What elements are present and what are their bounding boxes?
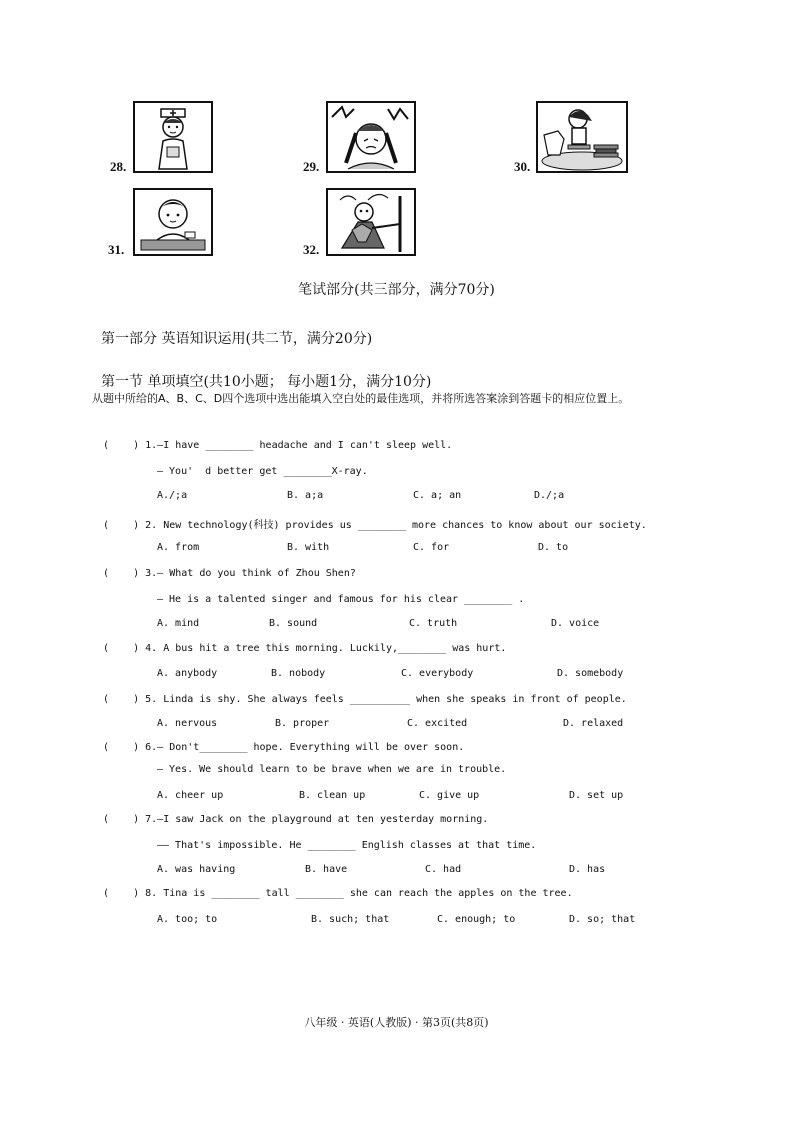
picture-number: 29.: [303, 159, 320, 174]
option-a[interactable]: A. too; to: [157, 914, 218, 925]
question-sub: — Yes. We should learn to be brave when we are in trouble.: [157, 764, 507, 775]
headache-picture-icon: [326, 101, 416, 173]
option-d[interactable]: D. somebody: [557, 668, 624, 679]
option-a[interactable]: A. was having: [157, 864, 236, 875]
question-stem: ( ) 8. Tina is ________ tall ________ she can reach the apples on the tree.: [103, 888, 573, 899]
option-a[interactable]: A. mind: [157, 618, 200, 629]
option-c[interactable]: C. enough; to: [437, 914, 516, 925]
option-b[interactable]: B. sound: [269, 618, 318, 629]
question-stem: ( ) 6.— Don't________ hope. Everything will be over soon.: [103, 742, 465, 753]
option-a[interactable]: A. cheer up: [157, 790, 224, 801]
option-c[interactable]: C. everybody: [401, 668, 474, 679]
part1-title: 第一部分 英语知识运用(共二节，满分20分): [101, 331, 373, 347]
option-b[interactable]: B. nobody: [271, 668, 326, 679]
option-c[interactable]: C. give up: [419, 790, 480, 801]
option-c[interactable]: C. had: [425, 864, 462, 875]
girl-ironing-picture-icon: [536, 101, 628, 173]
picture-number: 30.: [514, 159, 531, 174]
option-c[interactable]: C. for: [413, 542, 450, 553]
option-d[interactable]: D. relaxed: [563, 718, 624, 729]
option-d[interactable]: D. has: [569, 864, 606, 875]
written-part-title: 笔试部分(共三部分，满分70分): [298, 282, 495, 298]
boy-writing-picture-icon: [133, 188, 213, 256]
option-c[interactable]: C. excited: [407, 718, 468, 729]
question-sub: —— That's impossible. He ________ English classes at that time.: [157, 840, 537, 851]
option-d[interactable]: D. set up: [569, 790, 624, 801]
option-a[interactable]: A. nervous: [157, 718, 218, 729]
picture-number: 28.: [110, 159, 127, 174]
option-b[interactable]: B. clean up: [299, 790, 366, 801]
instruction-text: 从题中所给的A、B、C、D四个选项中选出能填入空白处的最佳选项，并将所选答案涂到答题卡的相应位置上。: [92, 392, 630, 405]
question-stem: ( ) 5. Linda is shy. She always feels __________ when she speaks in front of people.: [103, 694, 627, 705]
question-stem: ( ) 3.— What do you think of Zhou Shen?: [103, 568, 356, 579]
option-d[interactable]: D. voice: [551, 618, 600, 629]
section1-title: 第一节 单项填空(共10小题； 每小题1分，满分10分): [101, 374, 432, 390]
monkey-king-picture-icon: [326, 188, 416, 256]
option-c[interactable]: C. truth: [409, 618, 458, 629]
option-a[interactable]: A. anybody: [157, 668, 218, 679]
option-d[interactable]: D. to: [538, 542, 569, 553]
option-b[interactable]: B. with: [287, 542, 330, 553]
picture-number: 32.: [303, 242, 320, 257]
option-b[interactable]: B. such; that: [311, 914, 390, 925]
page-footer: 八年级 · 英语(人教版) · 第3页(共8页): [304, 1016, 489, 1029]
question-stem: ( ) 1.—I have ________ headache and I can't sleep well.: [103, 440, 453, 451]
nurse-picture-icon: [133, 101, 213, 173]
option-a[interactable]: A./;a: [157, 490, 188, 501]
question-stem: ( ) 4. A bus hit a tree this morning. Luckily,________ was hurt.: [103, 643, 507, 654]
option-d[interactable]: D./;a: [534, 490, 565, 501]
option-b[interactable]: B. proper: [275, 718, 330, 729]
option-a[interactable]: A. from: [157, 542, 200, 553]
option-b[interactable]: B. a;a: [287, 490, 324, 501]
question-sub: — You' d better get ________X-ray.: [157, 466, 368, 477]
question-stem: ( ) 7.—I saw Jack on the playground at ten yesterday morning.: [103, 814, 489, 825]
option-b[interactable]: B. have: [305, 864, 348, 875]
option-d[interactable]: D. so; that: [569, 914, 636, 925]
question-sub: — He is a talented singer and famous for his clear ________ .: [157, 594, 525, 605]
option-c[interactable]: C. a; an: [413, 490, 462, 501]
question-stem: ( ) 2. New technology(科技) provides us ________ more chances to know about our society.: [103, 520, 647, 531]
picture-number: 31.: [108, 242, 125, 257]
